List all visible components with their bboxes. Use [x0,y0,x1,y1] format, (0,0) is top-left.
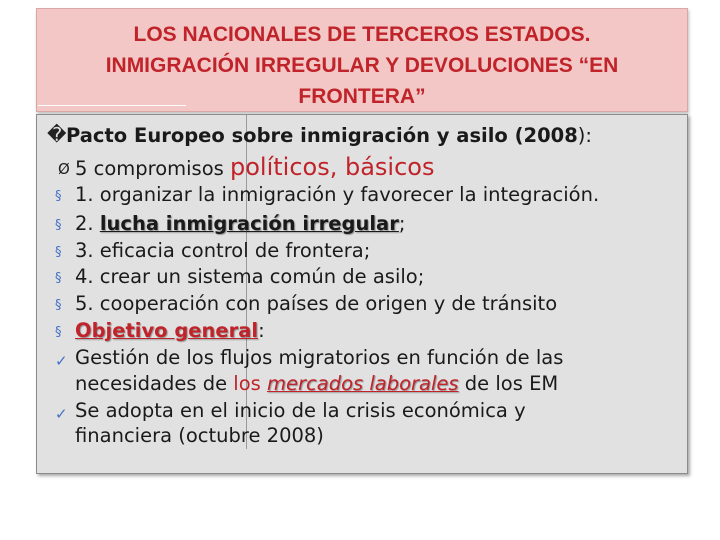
title-line-3: FRONTERA” [298,85,426,108]
heading-tail: ): [577,124,592,147]
check-item-red: los [233,372,268,395]
square-bullet-icon: § [55,189,62,204]
title-divider [38,105,186,106]
check-bullet-icon: ✓ [55,405,68,423]
check-item-continuation [75,372,558,396]
list-item-text: 4. crear un sistema común de asilo; [75,265,425,288]
list-item-text: 1. organizar la inmigración y favorecer la integración. [75,183,600,206]
list-item-prefix: 2. [75,212,100,235]
square-bullet-icon: § [55,325,62,340]
title-line-2: INMIGRACIÓN IRREGULAR Y DEVOLUCIONES “EN [105,54,619,77]
objective-label: Objetivo general [75,319,259,342]
heading-text: Pacto Europeo sobre inmigración y asilo (2008 [66,124,578,147]
square-bullet-icon: § [55,245,62,260]
title-banner [36,8,688,112]
subheading-highlight: políticos, básicos [230,153,435,181]
title-line-1: LOS NACIONALES DE TERCEROS ESTADOS. [133,23,591,46]
list-item-text: 5. cooperación con países de origen y de tránsito [75,292,558,315]
subheading-prefix: 5 compromisos [75,157,231,180]
check-item-emphasis: mercados laborales [267,372,459,395]
check-item-text: Se adopta en el inicio de la crisis económica y [75,399,526,422]
square-bullet-icon: § [55,271,62,286]
list-item-suffix: : [258,319,265,342]
list-item-suffix: ; [398,212,406,235]
check-bullet-icon: ✓ [55,352,68,370]
check-item-text: Gestión de los flujos migratorios en función de las [75,346,564,369]
square-bullet-icon: § [55,298,62,313]
list-item-text: 3. eficacia control de frontera; [75,239,371,262]
arrow-bullet-icon: Ø [58,160,70,178]
square-bullet-icon: § [55,218,62,233]
check-item-suffix: de los EM [458,372,559,395]
check-item-continuation: financiera (octubre 2008) [75,424,324,447]
list-item-emphasis: lucha inmigración irregular [99,212,399,235]
heading-bullet-icon: � [47,124,67,146]
check-item-prefix: necesidades de [75,372,234,395]
